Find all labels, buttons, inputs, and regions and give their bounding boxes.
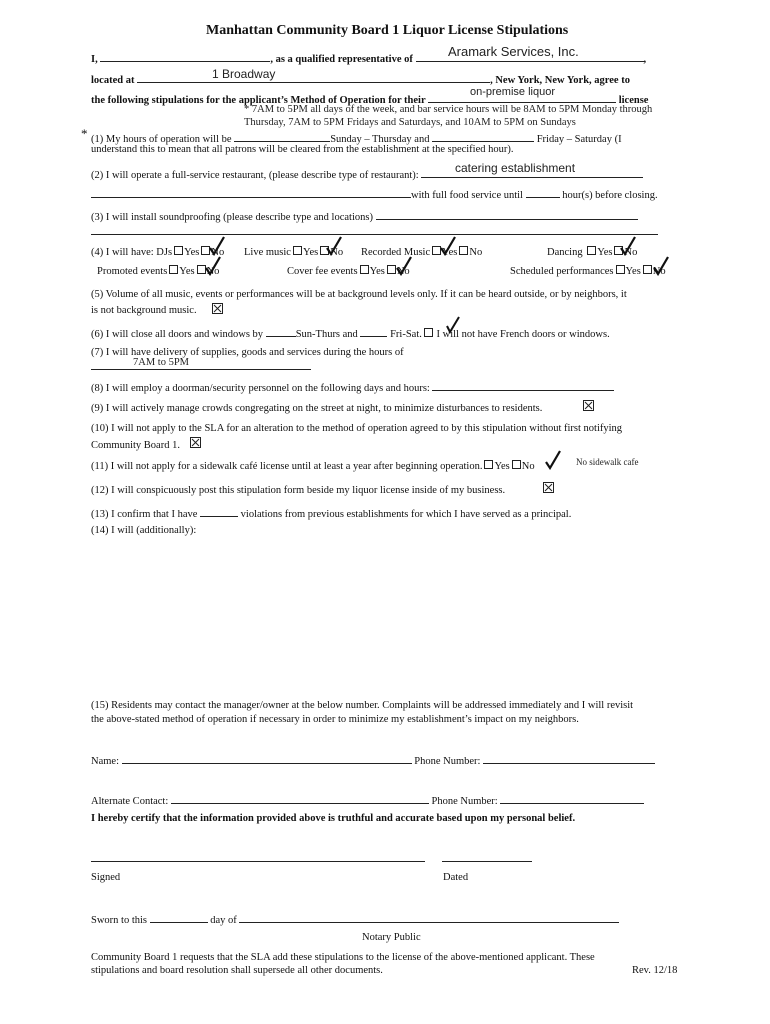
djs-no-checkmark-icon	[209, 236, 225, 256]
delivery-hours-value: 7AM to 5PM	[133, 357, 190, 368]
item-13: (13) I confirm that I have violations from previous establishments for which I have served as a principal.	[91, 505, 571, 521]
scheduled-performances-no-checkbox[interactable]	[643, 265, 652, 274]
certification-statement: I hereby certify that the information provided above is truthful and accurate based upon my personal belief.	[91, 813, 576, 824]
item-12: (12) I will conspicuously post this stipulation form beside my liquor license inside of my business.	[91, 485, 506, 496]
item-10: (10) I will not apply to the SLA for an alteration to the method of operation agreed to by this stipulation without first notifying	[91, 423, 623, 434]
scheduled-performances-yes-checkbox[interactable]	[616, 265, 625, 274]
restaurant-type-field-2[interactable]	[91, 186, 411, 198]
dancing-option: Dancing Yes No	[547, 247, 638, 258]
djs-yes-checkbox[interactable]	[174, 246, 183, 255]
item-10-cont: Community Board 1.	[91, 440, 180, 451]
sidewalk-cafe-note: No sidewalk cafe	[576, 457, 639, 467]
hours-asterisk: *	[81, 126, 88, 141]
fri-sat-hours-field[interactable]	[432, 130, 534, 142]
address-value: 1 Broadway	[212, 67, 276, 81]
sun-thu-hours-field[interactable]	[234, 130, 330, 142]
signature-line[interactable]	[91, 861, 425, 862]
item-12-checked-box[interactable]	[543, 482, 554, 493]
item-6: (6) I will close all doors and windows by Sun-Thurs and Fri-Sat. I will not have French doors or windows.	[91, 325, 610, 341]
live-music-no-checkmark-icon	[326, 236, 342, 256]
cover-fee-yes-checkbox[interactable]	[360, 265, 369, 274]
hours-note-line-1: * 7AM to 5PM all days of the week, and bar service hours will be 8AM to 5PM Monday through	[244, 104, 653, 115]
dated-label: Dated	[443, 872, 469, 883]
representative-name-field[interactable]	[100, 50, 270, 62]
scheduled-performances-no-checkmark-icon	[653, 256, 669, 276]
footer-line-1: Community Board 1 requests that the SLA add these stipulations to the license of the above-mentioned applicant. These	[91, 952, 595, 963]
recorded-music-no-checkbox[interactable]	[459, 246, 468, 255]
item-5: (5) Volume of all music, events or performances will be at background levels only. If it can be heard outside, or by neighbors, it	[91, 289, 627, 300]
date-line[interactable]	[442, 861, 532, 862]
promoted-events-yes-checkbox[interactable]	[169, 265, 178, 274]
delivery-hours-field[interactable]	[91, 369, 311, 370]
item-5-cont: is not background music.	[91, 305, 197, 316]
cover-fee-no-checkmark-icon	[396, 256, 412, 276]
item-7: (7) I will have delivery of supplies, goods and services during the hours of	[91, 347, 404, 358]
applicant-name-value: Aramark Services, Inc.	[448, 44, 579, 59]
contact-phone-field[interactable]	[483, 752, 655, 764]
item-9-checked-box[interactable]	[583, 400, 594, 411]
sworn-row: Sworn to this day of	[91, 911, 619, 927]
no-french-doors-checkmark-icon	[446, 316, 460, 334]
item-2-cont: with full food service until hour(s) before closing.	[91, 186, 658, 202]
footer-line-2: stipulations and board resolution shall supersede all other documents.	[91, 965, 383, 976]
recorded-music-yes-checkmark-icon	[440, 236, 456, 256]
fri-sat-close-field[interactable]	[360, 325, 387, 337]
item-2: (2) I will operate a full-service restaurant, (please describe type of restaurant):	[91, 166, 643, 182]
alternate-contact-field[interactable]	[171, 792, 429, 804]
cover-fee-option: Cover fee events Yes No	[287, 266, 410, 277]
item-15: (15) Residents may contact the manager/owner at the below number. Complaints will be addressed immediately and I will revisit	[91, 700, 634, 711]
notary-public-label: Notary Public	[362, 932, 421, 943]
sworn-day-field[interactable]	[150, 911, 208, 923]
contact-name-field[interactable]	[122, 752, 412, 764]
alternate-phone-field[interactable]	[500, 792, 644, 804]
food-hours-field[interactable]	[526, 186, 560, 198]
revision-label: Rev. 12/18	[632, 965, 678, 976]
sidewalk-cafe-no-checkmark-icon	[545, 450, 561, 470]
intro-line-3: the following stipulations for the applicant’s Method of Operation for their license	[91, 91, 648, 107]
intro-line-1: I, , as a qualified representative of ,	[91, 50, 646, 66]
cover-fee-no-checkbox[interactable]	[387, 265, 396, 274]
hours-note-line-2: Thursday, 7AM to 5PM Fridays and Saturdays, and 10AM to 5PM on Sundays	[244, 117, 576, 128]
item-4: (4) I will have: DJs Yes No	[91, 247, 225, 258]
violations-count-field[interactable]	[200, 505, 238, 517]
item-3: (3) I will install soundproofing (please describe type and locations)	[91, 208, 638, 224]
item-10-checked-box[interactable]	[190, 437, 201, 448]
item-15-cont: the above-stated method of operation if necessary in order to minimize my establishment’s impact on my neighbors.	[91, 714, 579, 725]
soundproofing-field[interactable]	[376, 208, 638, 220]
page-title: Manhattan Community Board 1 Liquor License Stipulations	[206, 23, 569, 38]
item-1: (1) My hours of operation will be Sunday – Thursday and Friday – Saturday (I	[91, 130, 622, 146]
sidewalk-cafe-no-checkbox[interactable]	[512, 460, 521, 469]
promoted-events-no-checkmark-icon	[205, 256, 221, 276]
recorded-music-option: Recorded Music Yes No	[361, 247, 483, 258]
scheduled-performances-option: Scheduled performances Yes No	[510, 266, 666, 277]
item-1-cont: understand this to mean that all patrons will be cleared from the establishment at the specified hour).	[91, 144, 514, 155]
doorman-hours-field[interactable]	[432, 379, 614, 391]
contact-name-row: Name: Phone Number:	[91, 752, 655, 768]
dancing-no-checkmark-icon	[620, 236, 636, 256]
sworn-month-field[interactable]	[239, 911, 619, 923]
signed-label: Signed	[91, 872, 121, 883]
license-type-value: on-premise liquor	[470, 86, 555, 98]
item-14: (14) I will (additionally):	[91, 525, 197, 536]
item-11: (11) I will not apply for a sidewalk café license until at least a year after beginning operation. Yes No	[91, 461, 535, 472]
no-french-doors-checkbox[interactable]	[424, 328, 433, 337]
item-5-checked-box[interactable]	[212, 303, 223, 314]
soundproofing-line-2[interactable]	[91, 234, 658, 235]
item-9: (9) I will actively manage crowds congregating on the street at night, to minimize disturbances to residents.	[91, 403, 543, 414]
restaurant-type-value: catering establishment	[455, 161, 576, 175]
dancing-yes-checkbox[interactable]	[587, 246, 596, 255]
item-8: (8) I will employ a doorman/security personnel on the following days and hours:	[91, 379, 614, 395]
intro-line-2: located at , New York, New York, agree to	[91, 71, 630, 87]
promoted-events-option: Promoted events Yes No	[97, 266, 220, 277]
sidewalk-cafe-yes-checkbox[interactable]	[484, 460, 493, 469]
sun-thu-close-field[interactable]	[266, 325, 296, 337]
live-music-yes-checkbox[interactable]	[293, 246, 302, 255]
live-music-option: Live music Yes No	[244, 247, 344, 258]
address-field[interactable]	[137, 71, 490, 83]
alternate-contact-row: Alternate Contact: Phone Number:	[91, 792, 644, 808]
